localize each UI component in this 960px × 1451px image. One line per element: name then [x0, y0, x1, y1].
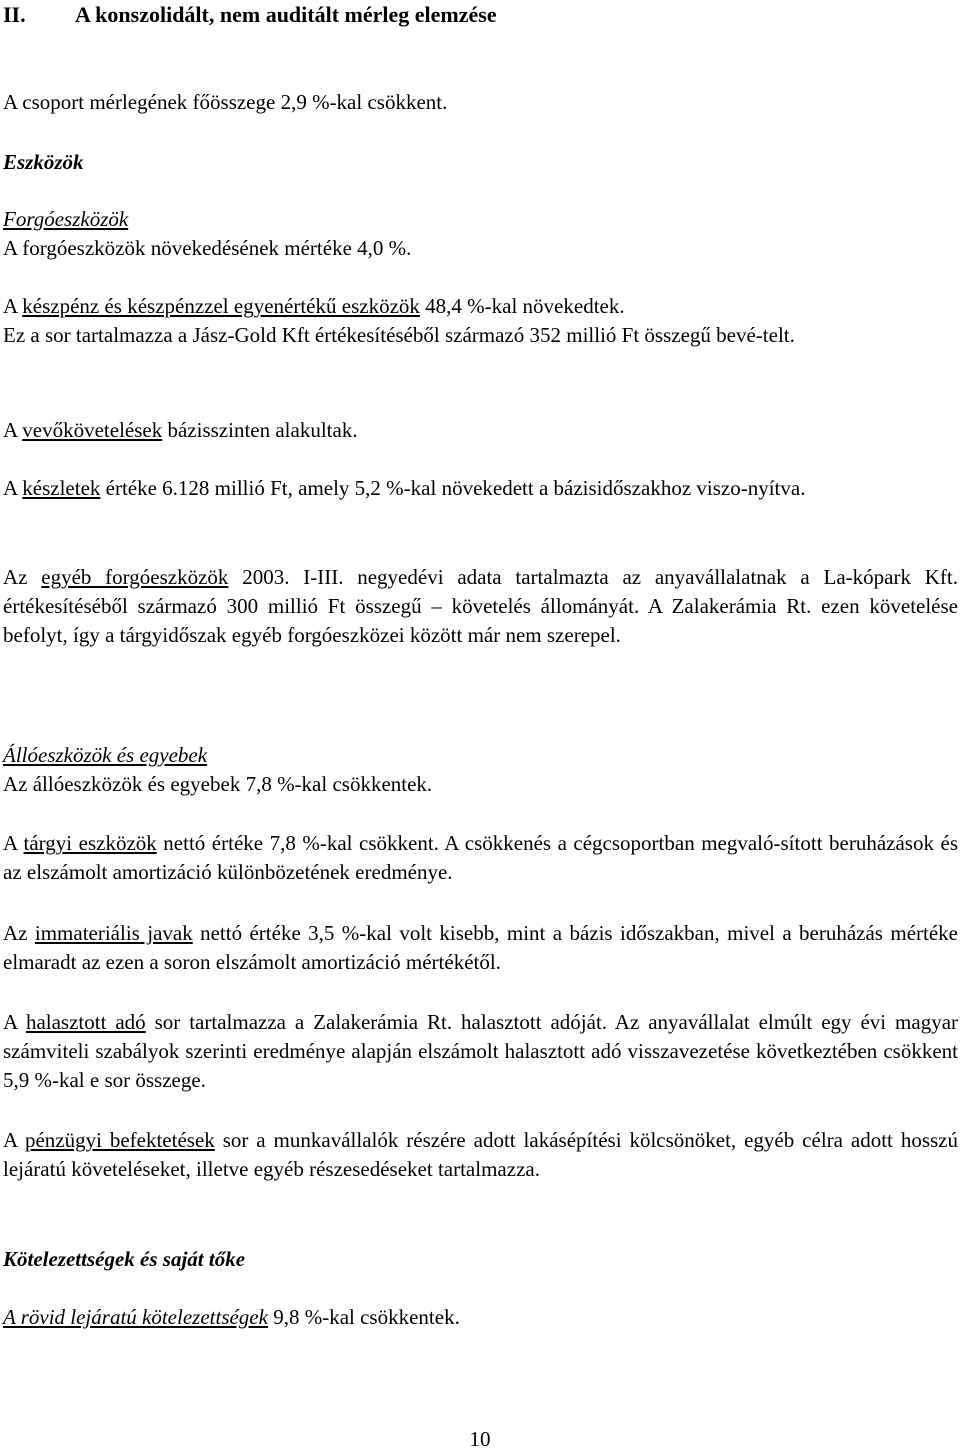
intangible-assets-term: immateriális javak — [34, 921, 193, 945]
section-title-text: A konszolidált, nem auditált mérleg elemzése — [75, 2, 497, 27]
inventory-term: készletek — [22, 476, 101, 500]
deferred-tax-term: halasztott adó — [25, 1010, 146, 1034]
fixed-assets-decrease: Az állóeszközök és egyebek 7,8 %-kal csökkentek. — [3, 772, 433, 796]
financial-investments-term: pénzügyi befektetések — [24, 1128, 215, 1152]
fixed-assets-heading: Állóeszközök és egyebek — [3, 743, 208, 767]
cash-term: készpénz és készpénzzel egyenértékű eszközök — [22, 294, 420, 318]
deferred-tax-paragraph: A halasztott adó sor tartalmazza a Zalakerámia Rt. halasztott adóját. Az anyavállalat elmúlt egy évi magyar számviteli szabályok szerinti eredménye alapján elszámolt halasztott adó visszavezetése következtében csökkent 5,9 %-kal e sor összege. — [3, 1010, 959, 1092]
cash-paragraph: A készpénz és készpénzzel egyenértékű eszközök 48,4 %-kal növekedtek. — [3, 294, 625, 318]
inventory-paragraph: A készletek értéke 6.128 millió Ft, amely 5,2 %-kal növekedett a bázisidőszakhoz viszo-nyítva. — [3, 476, 806, 500]
receivables-term: vevőkövetelések — [22, 418, 163, 442]
tangible-assets-paragraph: A tárgyi eszközök nettó értéke 7,8 %-kal csökkent. A csökkenés a cégcsoportban megvaló-sított beruházások és az elszámolt amortizáció különbözetének eredménye. — [3, 831, 958, 884]
short-term-liabilities-term: A rövid lejáratú kötelezettségek — [3, 1305, 268, 1329]
intro-paragraph: A csoport mérlegének főösszege 2,9 %-kal csökkent. — [3, 90, 448, 114]
section-title — [3, 0, 703, 30]
receivables-paragraph: A vevőkövetelések bázisszinten alakultak. — [3, 418, 358, 442]
page-number: 10 — [469, 1427, 491, 1451]
tangible-assets-term: tárgyi eszközök — [23, 831, 157, 855]
intangible-assets-paragraph: Az immateriális javak nettó értéke 3,5 %-kal volt kisebb, mint a bázis időszakban, mivel a beruházás mértéke elmaradt az ezen a soron elszámolt amortizáció mértékétől. — [3, 921, 958, 974]
current-assets-growth: A forgóeszközök növekedésének mértéke 4,0 %. — [3, 236, 412, 260]
cash-detail-paragraph: Ez a sor tartalmazza a Jász-Gold Kft értékesítéséből származó 352 millió Ft összegű bevé-telt. — [3, 323, 795, 347]
other-current-assets-term: egyéb forgóeszközök — [41, 565, 229, 589]
short-term-liabilities-paragraph: A rövid lejáratú kötelezettségek 9,8 %-kal csökkentek. — [3, 1305, 460, 1329]
current-assets-heading: Forgóeszközök — [3, 207, 129, 231]
other-current-assets-paragraph: Az egyéb forgóeszközök 2003. I-III. negyedévi adata tartalmazta az anyavállalatnak a La-kópark Kft. értékesítéséből származó 300 millió Ft összegű – követelés állományát. A Zalakerámia Rt. ezen követelése befolyt, így a tárgyidőszak egyéb forgóeszközei között már nem szerepel. — [3, 565, 958, 647]
liabilities-heading: Kötelezettségek és saját tőke — [3, 1247, 246, 1271]
section-number: II. — [3, 2, 26, 27]
financial-investments-paragraph: A pénzügyi befektetések sor a munkavállalók részére adott lakásépítési kölcsönöket, egyéb célra adott hosszú lejáratú követeléseket, illetve egyéb részesedéseket tartalmazza. — [3, 1128, 958, 1181]
assets-heading: Eszközök — [3, 150, 84, 174]
